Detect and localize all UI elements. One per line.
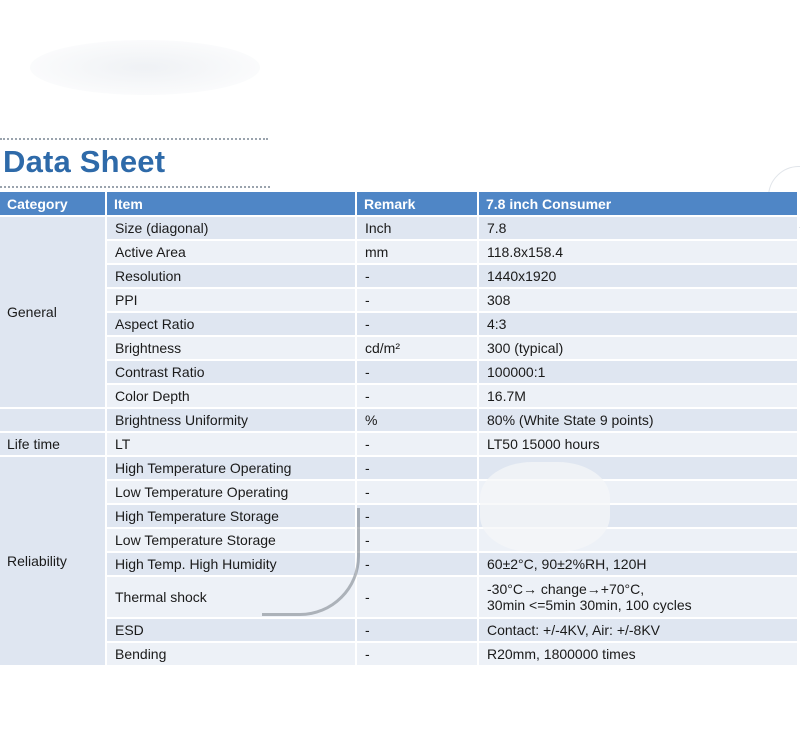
value-cell: 118.8x158.4 [478, 240, 798, 264]
header-category: Category [0, 192, 106, 216]
remark-cell: mm [356, 240, 478, 264]
remark-cell: - [356, 618, 478, 642]
item-cell: Contrast Ratio [106, 360, 356, 384]
value-cell: -30°C→ change→+70°C, 30min <=5min 30min, 100 cycles [478, 576, 798, 618]
value-cell: LT50 15000 hours [478, 432, 798, 456]
category-cell: Life time [0, 432, 106, 456]
table-header-row [0, 192, 798, 216]
table-row [0, 552, 798, 576]
table-row [0, 264, 798, 288]
item-cell: High Temperature Storage [106, 504, 356, 528]
blurred-values-area [480, 462, 610, 552]
remark-cell: - [356, 360, 478, 384]
value-cell: 16.7M [478, 384, 798, 408]
header-remark: Remark [356, 192, 478, 216]
item-cell: Brightness Uniformity [106, 408, 356, 432]
table-row [0, 216, 798, 240]
item-cell: Size (diagonal) [106, 216, 356, 240]
table-row [0, 240, 798, 264]
category-cell [0, 408, 106, 432]
dotted-divider-top [0, 138, 268, 140]
header-value: 7.8 inch Consumer [478, 192, 798, 216]
item-cell: Thermal shock [106, 576, 356, 618]
blurred-header-area [30, 40, 260, 95]
table-row [0, 504, 798, 528]
dotted-divider-bottom [0, 186, 270, 188]
remark-cell: - [356, 264, 478, 288]
value-cell: 308 [478, 288, 798, 312]
remark-cell: - [356, 432, 478, 456]
value-cell: 7.8 [478, 216, 798, 240]
value-cell: R20mm, 1800000 times [478, 642, 798, 666]
item-cell: Active Area [106, 240, 356, 264]
header-item: Item [106, 192, 356, 216]
remark-cell: - [356, 480, 478, 504]
remark-cell: - [356, 288, 478, 312]
page-title: Data Sheet [3, 144, 166, 179]
value-cell: Contact: +/-4KV, Air: +/-8KV [478, 618, 798, 642]
table-row [0, 528, 798, 552]
remark-cell: - [356, 576, 478, 618]
remark-cell: - [356, 456, 478, 480]
table-row [0, 576, 798, 618]
table-row [0, 360, 798, 384]
value-cell: 80% (White State 9 points) [478, 408, 798, 432]
value-cell: 1440x1920 [478, 264, 798, 288]
item-cell: High Temperature Operating [106, 456, 356, 480]
item-cell: ESD [106, 618, 356, 642]
item-cell: Resolution [106, 264, 356, 288]
category-cell: General [0, 216, 106, 408]
category-cell: Reliability [0, 456, 106, 666]
remark-cell: - [356, 642, 478, 666]
remark-cell: - [356, 384, 478, 408]
remark-cell: Inch [356, 216, 478, 240]
value-cell: 60±2°C, 90±2%RH, 120H [478, 552, 798, 576]
remark-cell: % [356, 408, 478, 432]
remark-cell: - [356, 528, 478, 552]
table-row [0, 456, 798, 480]
table-row [0, 642, 798, 666]
table-row [0, 408, 798, 432]
remark-cell: - [356, 552, 478, 576]
item-cell: LT [106, 432, 356, 456]
value-cell: 300 (typical) [478, 336, 798, 360]
table-row [0, 336, 798, 360]
item-cell: PPI [106, 288, 356, 312]
value-cell: 4:3 [478, 312, 798, 336]
remark-cell: - [356, 504, 478, 528]
item-cell: Low Temperature Operating [106, 480, 356, 504]
item-cell: Bending [106, 642, 356, 666]
remark-cell: - [356, 312, 478, 336]
item-cell: Aspect Ratio [106, 312, 356, 336]
data-sheet-table [0, 192, 799, 667]
item-cell: Color Depth [106, 384, 356, 408]
item-cell: Low Temperature Storage [106, 528, 356, 552]
table-row [0, 480, 798, 504]
item-cell: Brightness [106, 336, 356, 360]
table-row [0, 618, 798, 642]
table-row [0, 432, 798, 456]
item-cell: High Temp. High Humidity [106, 552, 356, 576]
table-row [0, 384, 798, 408]
value-cell: 100000:1 [478, 360, 798, 384]
table-row [0, 312, 798, 336]
remark-cell: cd/m² [356, 336, 478, 360]
table-row [0, 288, 798, 312]
